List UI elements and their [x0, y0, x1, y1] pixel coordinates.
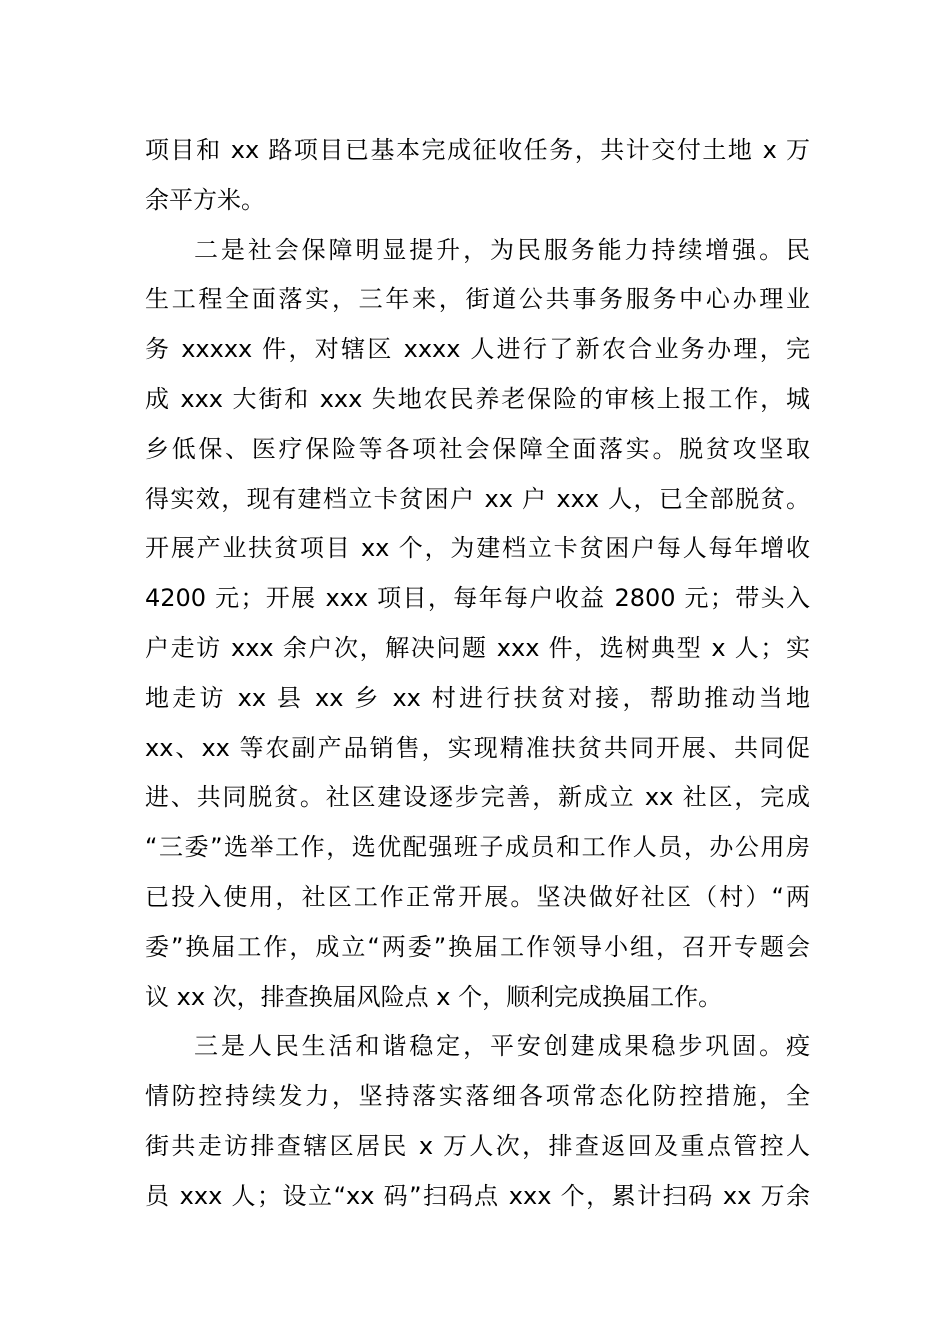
text-line: 已投入使用，社区工作正常开展。坚决做好社区（村）“两 — [145, 882, 810, 911]
text-line: “三委”选举工作，选优配强班子成员和工作人员，办公用房 — [145, 833, 810, 862]
document-body — [145, 126, 810, 1222]
text-line: 项目和 xx 路项目已基本完成征收任务，共计交付土地 x 万 — [145, 136, 810, 164]
paragraph-3 — [145, 1022, 810, 1221]
text-line: 二是社会保障明显提升，为民服务能力持续增强。民 — [194, 235, 810, 264]
text-line: 员 xxx 人；设立“xx 码”扫码点 xxx 个，累计扫码 xx 万余 — [145, 1181, 810, 1210]
text-line: 进、共同脱贫。社区建设逐步完善，新成立 xx 社区，完成 — [145, 783, 810, 812]
text-line: xx、xx 等农副产品销售，实现精准扶贫共同开展、共同促 — [145, 733, 810, 762]
text-line: 成 xxx 大街和 xxx 失地农民养老保险的审核上报工作，城 — [145, 384, 810, 413]
text-line: 乡低保、医疗保险等各项社会保障全面落实。脱贫攻坚取 — [145, 434, 810, 463]
text-line: 4200 元；开展 xxx 项目，每年每户收益 2800 元；带头入 — [145, 584, 810, 613]
text-line: 开展产业扶贫项目 xx 个，为建档立卡贫困户每人每年增收 — [145, 534, 810, 563]
paragraph-2 — [145, 226, 810, 1023]
paragraph-1 — [145, 126, 810, 226]
text-line: 街共走访排查辖区居民 x 万人次，排查返回及重点管控人 — [145, 1131, 810, 1160]
text-line: 得实效，现有建档立卡贫困户 xx 户 xxx 人，已全部脱贫。 — [145, 484, 810, 513]
text-line: 地走访 xx 县 xx 乡 xx 村进行扶贫对接，帮助推动当地 — [145, 683, 810, 712]
text-line: 余平方米。 — [145, 185, 265, 214]
text-line: 委”换届工作，成立“两委”换届工作领导小组，召开专题会 — [145, 932, 810, 961]
text-line: 议 xx 次，排查换届风险点 x 个，顺利完成换届工作。 — [145, 982, 723, 1011]
text-line: 生工程全面落实，三年来，街道公共事务服务中心办理业 — [145, 285, 810, 314]
text-line: 务 xxxxx 件，对辖区 xxxx 人进行了新农合业务办理，完 — [145, 335, 810, 364]
text-line: 户走访 xxx 余户次，解决问题 xxx 件，选树典型 x 人；实 — [145, 633, 810, 662]
text-line: 三是人民生活和谐稳定，平安创建成果稳步巩固。疫 — [194, 1032, 810, 1061]
text-line: 情防控持续发力，坚持落实落细各项常态化防控措施，全 — [145, 1082, 810, 1111]
